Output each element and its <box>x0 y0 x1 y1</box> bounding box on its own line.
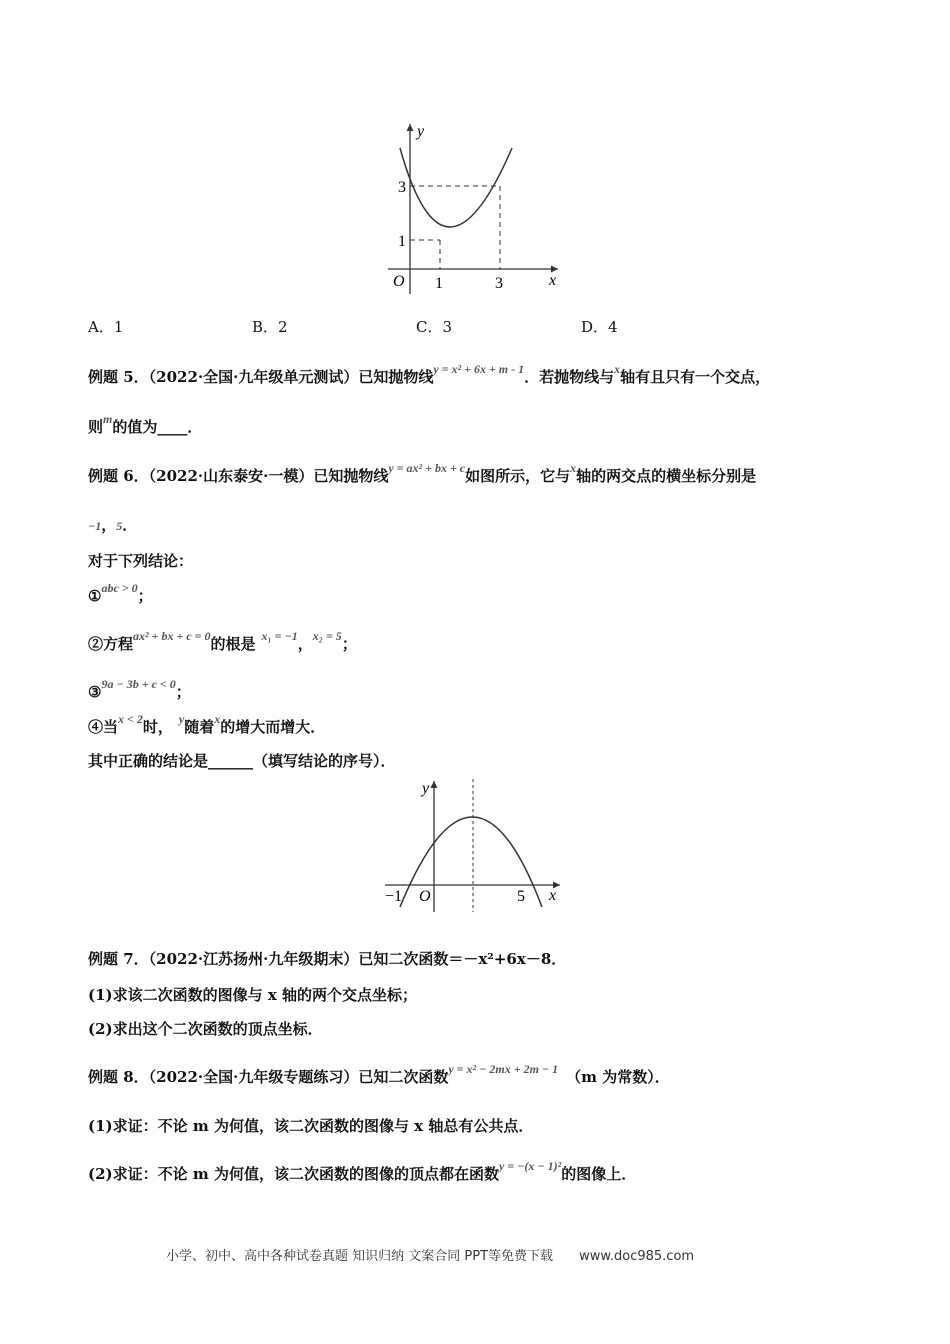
graph1-y-tick-3: 3 <box>398 179 406 196</box>
conclusion-2-x1: x₁ = −1 <box>261 629 298 643</box>
conclusion-2-end: ； <box>341 635 357 653</box>
graph2-y-label: y <box>422 780 430 797</box>
example-6-conclusion-1 <box>88 581 153 606</box>
footer-url[interactable]: www.doc985.com <box>579 1249 695 1264</box>
example-6-root-a: −1 <box>88 519 102 533</box>
choice-d: D．4 <box>581 318 618 336</box>
conclusion-4-d: 的增大而增大． <box>220 718 326 736</box>
example-8-q2-formula: y = −(x − 1)² <box>498 1159 562 1173</box>
example-6-roots-sep: ， <box>101 516 117 534</box>
example-7-q2: (2)求出这个二次函数的顶点坐标． <box>88 1020 323 1038</box>
conclusion-1-end: ； <box>137 587 153 605</box>
graph2-y-arrow <box>431 781 438 788</box>
conclusion-3-num: ③ <box>88 683 102 701</box>
example-7-title: 例题 7．（2022·江苏扬州·九年级期末）已知二次函数＝－x²+6x－8． <box>88 950 567 968</box>
example-5-mid: ．若抛物线与 <box>524 368 615 386</box>
example-6-roots <box>88 514 137 535</box>
conclusion-4-b: 时， <box>142 718 173 736</box>
example-8-tail: （m 为常数）． <box>566 1068 670 1086</box>
example-5-tail: 轴有且只有一个交点， <box>620 368 771 386</box>
example-6-intro: 对于下列结论： <box>88 552 194 570</box>
example-8-q2-b: 的图像上． <box>561 1165 637 1183</box>
graph1-y-tick-1: 1 <box>398 233 406 250</box>
graph1-curve <box>400 148 512 227</box>
example-6-root-b: 5 <box>116 519 123 533</box>
conclusion-3-end: ； <box>175 683 191 701</box>
conclusion-2-x2: x₂ = 5 <box>312 629 342 643</box>
parabola-graph-1 <box>380 118 570 298</box>
graph1-x-label: x <box>549 272 557 289</box>
example-8-q2-a: (2)求证：不论 m 为何值，该二次函数的图像的顶点都在函数 <box>88 1165 499 1183</box>
example-6-question: 其中正确的结论是______（填写结论的序号）． <box>88 752 396 770</box>
conclusion-4-x: x <box>214 712 221 726</box>
graph1-y-label: y <box>417 123 425 140</box>
conclusion-2-formula: ax² + bx + c = 0 <box>133 629 211 643</box>
example-6-tail: 轴的两交点的横坐标分别是 <box>576 467 757 485</box>
example-6-formula: y = ax² + bx + c <box>388 461 466 475</box>
example-5-line2-a: 则 <box>88 418 104 436</box>
graph1-y-arrow <box>407 124 414 131</box>
example-7-q1: (1)求该二次函数的图像与 x 轴的两个交点坐标； <box>88 986 418 1004</box>
graph1-x-tick-1: 1 <box>435 275 443 292</box>
choice-c: C．3 <box>416 318 453 336</box>
example-6-roots-end: ． <box>122 516 138 534</box>
graph2-x-tick-neg1: −1 <box>385 888 403 905</box>
conclusion-1-num: ① <box>88 587 102 605</box>
graph2-origin-label: O <box>419 888 431 905</box>
graph1-x-tick-3: 3 <box>495 275 503 292</box>
example-5-formula: y = x² + 6x + m - 1 <box>433 362 525 376</box>
example-6-conclusion-3 <box>88 677 191 702</box>
conclusion-1-formula: abc > 0 <box>101 581 138 595</box>
graph2-x-label: x <box>549 887 557 904</box>
conclusion-2-a: ②方程 <box>88 635 134 653</box>
conclusion-2-sep: ， <box>297 635 313 653</box>
choice-b: B．2 <box>252 318 288 336</box>
example-6-x-var: x <box>570 461 577 475</box>
graph1-origin-label: O <box>393 273 405 290</box>
example-6-prefix: 例题 6．（2022·山东泰安·一模）已知抛物线 <box>88 467 389 485</box>
choice-a: A．1 <box>88 318 124 336</box>
footer-text: 小学、初中、高中各种试卷真题 知识归纳 文案合同 PPT等免费下载 <box>166 1249 554 1264</box>
example-8-q1: (1)求证：不论 m 为何值，该二次函数的图像与 x 轴总有公共点． <box>88 1117 534 1135</box>
example-8-formula: y = x² − 2mx + 2m − 1 <box>448 1062 559 1076</box>
conclusion-3-formula: 9a − 3b + c < 0 <box>101 677 176 691</box>
example-5-line-2 <box>88 412 203 437</box>
example-8-title <box>88 1062 670 1087</box>
parabola-graph-2 <box>380 775 570 915</box>
example-5-x-var: x <box>614 362 621 376</box>
example-6-mid: 如图所示，它与 <box>465 467 571 485</box>
example-5-line-1 <box>88 362 771 387</box>
conclusion-4-c: 随着 <box>184 718 215 736</box>
example-5-m-var: m <box>103 412 113 426</box>
conclusion-4-y: y <box>178 712 185 726</box>
example-6-conclusion-2 <box>88 629 357 654</box>
example-5-line2-b: 的值为____． <box>112 418 203 436</box>
example-8-prefix: 例题 8．（2022·全国·九年级专题练习）已知二次函数 <box>88 1068 449 1086</box>
conclusion-4-cond: x < 2 <box>118 712 143 726</box>
example-6-conclusion-4 <box>88 712 326 737</box>
graph2-x-tick-5: 5 <box>517 888 525 905</box>
conclusion-2-b: 的根是 <box>210 635 256 653</box>
footer <box>166 1245 694 1264</box>
conclusion-4-a: ④当 <box>88 718 119 736</box>
example-5-prefix: 例题 5．（2022·全国·九年级单元测试）已知抛物线 <box>88 368 434 386</box>
example-6-line-1 <box>88 461 757 486</box>
example-8-q2 <box>88 1159 637 1184</box>
